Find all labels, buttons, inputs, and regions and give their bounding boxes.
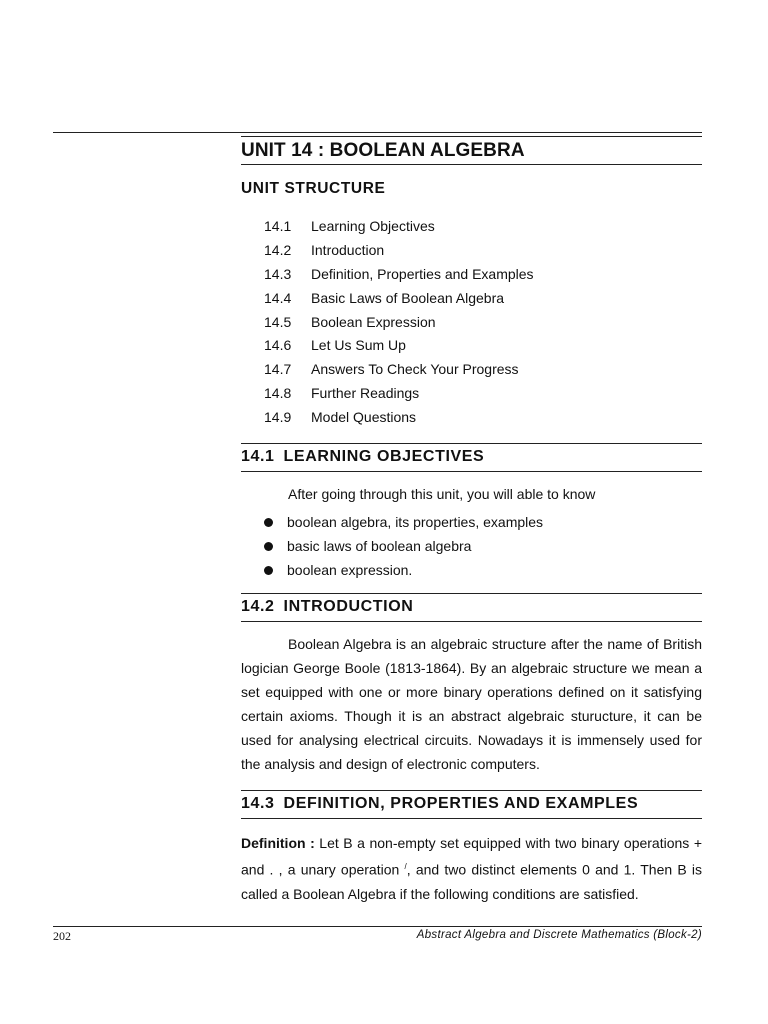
- section-14-2-top-rule: [241, 593, 702, 594]
- unit-structure-heading: UNIT STRUCTURE: [241, 180, 386, 197]
- list-item: [264, 534, 543, 558]
- toc-number: 14.3: [264, 265, 292, 282]
- toc-item: [264, 264, 534, 288]
- toc-number: 14.6: [264, 337, 292, 354]
- toc-label: Definition, Properties and Examples: [311, 265, 534, 282]
- unit-title: UNIT 14 : BOOLEAN ALGEBRA: [241, 140, 525, 161]
- prime-symbol: /: [404, 862, 407, 871]
- toc-number: 14.9: [264, 409, 292, 426]
- toc-label: Introduction: [311, 241, 385, 258]
- unit-title-underline: [241, 164, 702, 165]
- toc-number: 14.7: [264, 361, 292, 378]
- introduction-paragraph: Boolean Algebra is an algebraic structure after the name of British logician George Boole (1813-1864). By an algebraic structure we mean a set equipped with one or more binary operations defined on it satisfying certain axioms. Though it is an abstract algebraic sturucture, it can be used for analysing electrical circuits. Nowadays it is immensely used for the analysis and design of electronic computers.: [241, 636, 702, 772]
- section-number: 14.2: [241, 598, 275, 615]
- toc-label: Further Readings: [311, 385, 420, 402]
- toc-label: Basic Laws of Boolean Algebra: [311, 289, 505, 306]
- definition-text-part1: Let B a non-empty set equipped with two binary operations + and . , a unary operation: [241, 835, 703, 878]
- toc-item: [264, 359, 534, 383]
- section-title: INTRODUCTION: [283, 598, 414, 615]
- toc-item: [264, 407, 534, 431]
- toc-label: Learning Objectives: [311, 218, 435, 234]
- toc-item: [264, 312, 534, 336]
- objective-text: basic laws of boolean algebra: [287, 538, 472, 555]
- objective-text: boolean algebra, its properties, examples: [287, 514, 544, 531]
- toc-number: 14.4: [264, 289, 292, 306]
- toc-number: 14.2: [264, 241, 292, 258]
- top-rule-short: [241, 136, 702, 137]
- bullet-icon: [264, 542, 273, 551]
- section-14-1-bottom-rule: [241, 471, 702, 472]
- section-number: 14.3: [241, 795, 275, 812]
- page-number: 202: [53, 929, 71, 943]
- toc-item: [264, 383, 534, 407]
- footer-rule: [53, 926, 702, 927]
- section-14-3-bottom-rule: [241, 818, 702, 819]
- toc-label: Let Us Sum Up: [311, 337, 406, 354]
- toc-item: [264, 216, 534, 240]
- toc-item: [264, 288, 534, 312]
- toc-label: Answers To Check Your Progress: [311, 361, 519, 378]
- bullet-icon: [264, 566, 273, 575]
- table-of-contents: [264, 216, 534, 431]
- section-14-1-top-rule: [241, 443, 702, 444]
- section-number: 14.1: [241, 448, 275, 465]
- list-item: [264, 510, 543, 534]
- book-title: Abstract Algebra and Discrete Mathematics (Block-2): [416, 929, 702, 941]
- toc-label: Boolean Expression: [311, 313, 436, 330]
- objectives-intro: After going through this unit, you will able to know: [288, 486, 596, 502]
- section-title: DEFINITION, PROPERTIES AND EXAMPLES: [283, 795, 639, 812]
- objective-text: boolean expression.: [287, 562, 413, 579]
- bullet-icon: [264, 518, 273, 527]
- section-14-2-bottom-rule: [241, 621, 702, 622]
- section-title: LEARNING OBJECTIVES: [283, 448, 485, 465]
- toc-item: [264, 335, 534, 359]
- section-14-3-top-rule: [241, 790, 702, 791]
- list-item: [264, 558, 543, 582]
- toc-number: 14.5: [264, 313, 292, 330]
- toc-number: 14.8: [264, 385, 292, 402]
- section-14-3-heading: [241, 795, 638, 813]
- definition-label: Definition :: [241, 835, 315, 851]
- section-14-2-heading: [241, 598, 413, 616]
- toc-item: [264, 240, 534, 264]
- objectives-list: [264, 510, 543, 583]
- definition-paragraph: [241, 831, 702, 906]
- definition-text-part2: , and two distinct elements 0 and 1. Then B is called a Boolean Algebra if the following conditions are satisfied.: [241, 861, 702, 902]
- section-14-1-heading: [241, 448, 484, 466]
- top-rule-long: [53, 132, 702, 133]
- toc-number: 14.1: [264, 218, 292, 234]
- toc-label: Model Questions: [311, 409, 417, 426]
